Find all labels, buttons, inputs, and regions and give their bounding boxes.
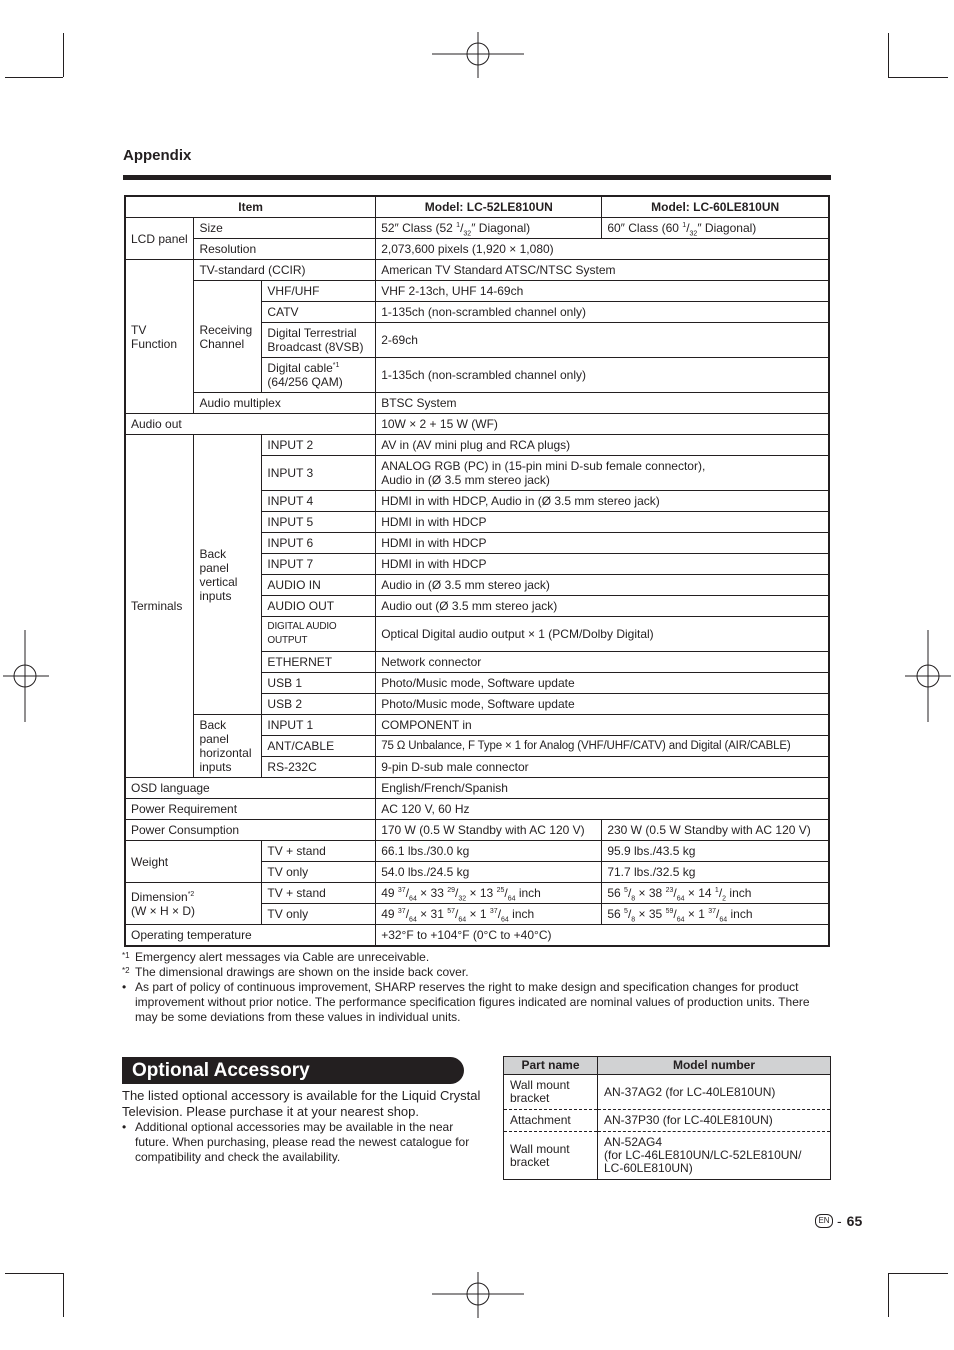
header-model-number: Model number: [598, 1057, 831, 1075]
back-vertical-label: Back panel vertical inputs: [194, 435, 262, 715]
terminal-value: AV in (AV mini plug and RCA plugs): [376, 435, 829, 456]
audio-out-label: Audio out: [125, 414, 376, 435]
terminal-value: HDMI in with HDCP: [376, 533, 829, 554]
accessory-description: [122, 1088, 490, 1165]
crop-mark: [63, 33, 64, 77]
terminals-label: Terminals: [125, 435, 194, 778]
digital-cable-label: Digital cable$^{*1}$ (64/256 QAM): [262, 358, 376, 393]
table-row: [125, 239, 829, 260]
vhf-uhf-label: VHF/UHF: [262, 281, 376, 302]
crop-mark: [888, 33, 889, 77]
osd-language-value: English/French/Spanish: [376, 778, 829, 799]
footnote: *1 Emergency alert messages via Cable are unreceivable.: [122, 950, 430, 964]
weight-only-a: 54.0 lbs./24.5 kg: [376, 862, 602, 883]
audio-multiplex-label: Audio multiplex: [194, 393, 376, 414]
audio-out-value: 10W × 2 + 15 W (WF): [376, 414, 829, 435]
terminal-name: INPUT 3: [262, 456, 376, 491]
terminal-value: Optical Digital audio output × 1 (PCM/Dolby Digital): [376, 617, 829, 652]
tv-function-label: TV Function: [125, 260, 194, 414]
header-model-b: Model: LC-60LE810UN: [602, 196, 829, 218]
terminal-value: HDMI in with HDCP: [376, 554, 829, 575]
table-header-row: [125, 196, 829, 218]
model-number: AN-52AG4 (for LC-46LE810UN/LC-52LE810UN/ LC-60LE810UN): [598, 1132, 831, 1180]
power-consumption-a: 170 W (0.5 W Standby with AC 120 V): [376, 820, 602, 841]
registration-mark-top: [432, 32, 524, 80]
osd-language-label: OSD language: [125, 778, 376, 799]
weight-only-label: TV only: [262, 862, 376, 883]
crop-mark: [888, 1273, 889, 1317]
dimension-stand-b: 56 $^5/_8 \times 38$ $^{23}/_{64} \times 14$ $^1/_2$ inch: [602, 883, 829, 904]
accessory-bullet: • Additional optional accessories may be available in the near future. When purchasing, please read the newest catalogue for compatibility and check the availability.: [122, 1120, 470, 1164]
power-consumption-b: 230 W (0.5 W Standby with AC 120 V): [602, 820, 829, 841]
terminal-value: ANALOG RGB (PC) in (15-pin mini D-sub female connector), Audio in (Ø 3.5 mm stereo jack): [376, 456, 829, 491]
table-row: [125, 820, 829, 841]
digital-cable-value: 1-135ch (non-scrambled channel only): [376, 358, 829, 393]
registration-mark-bottom: [432, 1272, 524, 1320]
power-requirement-label: Power Requirement: [125, 799, 376, 820]
dimension-only-b: 56 $^5/_8 \times 35$ $^{59}/_{64} \times 1$ $^{37}/_{64}$ inch: [602, 904, 829, 925]
size-value-b: 60″ Class (60 $^1/_{32}''$ Diagonal): [602, 218, 829, 239]
accessory-intro: The listed optional accessory is available for the Liquid Crystal Television. Please purchase it at your nearest shop.: [122, 1088, 481, 1119]
weight-only-b: 71.7 lbs./32.5 kg: [602, 862, 829, 883]
footnote-bullet: • As part of policy of continuous improvement, SHARP reserves the right to make design and specification changes for product improvement without prior notice. The performance specification figures indicated are nominal values of production units. There may be some deviations from these values in individual units.: [122, 980, 810, 1024]
digital-terrestrial-label: Digital Terrestrial Broadcast (8VSB): [262, 323, 376, 358]
model-number: AN-37P30 (for LC-40LE810UN): [598, 1110, 831, 1132]
table-row: [125, 715, 829, 736]
model-number: AN-37AG2 (for LC-40LE810UN): [598, 1075, 831, 1110]
terminal-name: INPUT 4: [262, 491, 376, 512]
terminal-value: HDMI in with HDCP: [376, 512, 829, 533]
specifications-table: [124, 195, 830, 947]
size-value-a: 52″ Class (52 $^1/_{32}''$ Diagonal): [376, 218, 602, 239]
dimension-stand-label: TV + stand: [262, 883, 376, 904]
table-row: [125, 778, 829, 799]
crop-mark: [888, 77, 948, 78]
crop-mark: [5, 77, 63, 78]
header-part-name: Part name: [504, 1057, 598, 1075]
terminal-name: ANT/CABLE: [262, 736, 376, 757]
power-consumption-label: Power Consumption: [125, 820, 376, 841]
terminal-value: Audio out (Ø 3.5 mm stereo jack): [376, 596, 829, 617]
accessory-row: [504, 1075, 831, 1110]
catv-label: CATV: [262, 302, 376, 323]
section-rule: [123, 175, 831, 180]
terminal-name: AUDIO IN: [262, 575, 376, 596]
vhf-uhf-value: VHF 2-13ch, UHF 14-69ch: [376, 281, 829, 302]
terminal-name: INPUT 6: [262, 533, 376, 554]
accessory-table: [503, 1056, 831, 1180]
size-label: Size: [194, 218, 376, 239]
table-row: [125, 281, 829, 302]
accessory-row: [504, 1132, 831, 1180]
table-row: [125, 841, 829, 862]
terminal-value: 75 Ω Unbalance, F Type × 1 for Analog (VHF/UHF/CATV) and Digital (AIR/CABLE): [376, 736, 829, 757]
crop-mark: [63, 1273, 64, 1317]
section-title: Appendix: [123, 147, 192, 164]
weight-stand-label: TV + stand: [262, 841, 376, 862]
language-badge-icon: EN: [815, 1214, 833, 1228]
receiving-channel-label: Receiving Channel: [194, 281, 262, 393]
terminal-name: RS-232C: [262, 757, 376, 778]
terminal-value: HDMI in with HDCP, Audio in (Ø 3.5 mm stereo jack): [376, 491, 829, 512]
part-name: Wall mount bracket: [504, 1132, 598, 1180]
tv-standard-label: TV-standard (CCIR): [194, 260, 376, 281]
dimension-only-label: TV only: [262, 904, 376, 925]
resolution-value: 2,073,600 pixels (1,920 × 1,080): [376, 239, 829, 260]
terminal-name: INPUT 5: [262, 512, 376, 533]
terminal-name: AUDIO OUT: [262, 596, 376, 617]
terminal-name: ETHERNET: [262, 652, 376, 673]
weight-label: Weight: [125, 841, 262, 883]
operating-temp-value: +32°F to +104°F (0°C to +40°C): [376, 925, 829, 947]
table-row: [125, 393, 829, 414]
registration-mark-right: [903, 630, 951, 722]
terminal-value: Photo/Music mode, Software update: [376, 673, 829, 694]
terminal-value: Network connector: [376, 652, 829, 673]
accessory-row: [504, 1110, 831, 1132]
terminal-name: INPUT 7: [262, 554, 376, 575]
terminal-name: USB 1: [262, 673, 376, 694]
digital-terrestrial-value: 2-69ch: [376, 323, 829, 358]
table-row: [125, 799, 829, 820]
table-row: [125, 414, 829, 435]
dimension-stand-a: 49 $^{37}/_{64} \times 33$ $^{29}/_{32} \times 13$ $^{25}/_{64}$ inch: [376, 883, 602, 904]
page-number: EN - 65: [815, 1213, 862, 1229]
terminal-name: DIGITAL AUDIO OUTPUT: [262, 617, 376, 652]
footnote: *2 The dimensional drawings are shown on the inside back cover.: [122, 965, 469, 979]
dimension-only-a: 49 $^{37}/_{64} \times 31$ $^{57}/_{64} \times 1$ $^{37}/_{64}$ inch: [376, 904, 602, 925]
terminal-value: Audio in (Ø 3.5 mm stereo jack): [376, 575, 829, 596]
table-row: [125, 883, 829, 904]
table-row: [125, 260, 829, 281]
weight-stand-b: 95.9 lbs./43.5 kg: [602, 841, 829, 862]
table-row: [125, 435, 829, 456]
operating-temp-label: Operating temperature: [125, 925, 376, 947]
table-row: [125, 925, 829, 947]
lcd-panel-label: LCD panel: [125, 218, 194, 260]
part-name: Attachment: [504, 1110, 598, 1132]
terminal-value: Photo/Music mode, Software update: [376, 694, 829, 715]
header-item: Item: [125, 196, 376, 218]
audio-multiplex-value: BTSC System: [376, 393, 829, 414]
terminal-name: INPUT 1: [262, 715, 376, 736]
header-model-a: Model: LC-52LE810UN: [376, 196, 602, 218]
accessory-header-row: [504, 1057, 831, 1075]
crop-mark: [888, 1273, 948, 1274]
catv-value: 1-135ch (non-scrambled channel only): [376, 302, 829, 323]
registration-mark-left: [3, 630, 51, 722]
table-row: [125, 218, 829, 239]
crop-mark: [5, 1273, 63, 1274]
resolution-label: Resolution: [194, 239, 376, 260]
terminal-name: INPUT 2: [262, 435, 376, 456]
dimension-label: Dimension$^{*2}$ (W × H × D): [125, 883, 262, 925]
optional-accessory-heading: Optional Accessory: [122, 1057, 464, 1084]
terminal-value: COMPONENT in: [376, 715, 829, 736]
back-horizontal-label: Back panel horizontal inputs: [194, 715, 262, 778]
power-requirement-value: AC 120 V, 60 Hz: [376, 799, 829, 820]
footnotes: [122, 950, 832, 1025]
terminal-name: USB 2: [262, 694, 376, 715]
weight-stand-a: 66.1 lbs./30.0 kg: [376, 841, 602, 862]
part-name: Wall mount bracket: [504, 1075, 598, 1110]
terminal-value: 9-pin D-sub male connector: [376, 757, 829, 778]
tv-standard-value: American TV Standard ATSC/NTSC System: [376, 260, 829, 281]
